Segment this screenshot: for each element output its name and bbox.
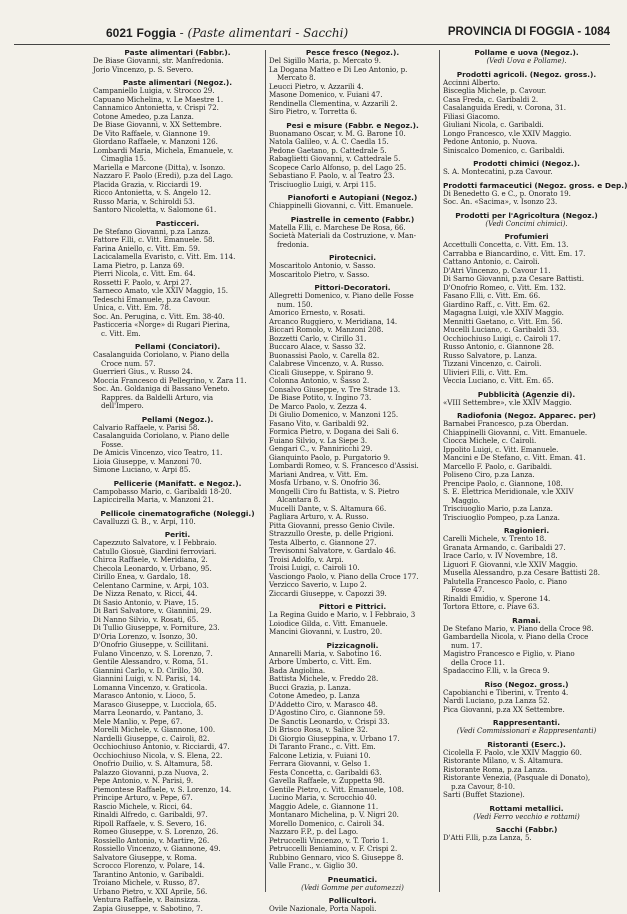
listing-entry: Trisciuoglio Mario, p.za Lanza.	[443, 504, 553, 513]
listing-entry: Pierri Nicola, c. Vitt. Em. 64.	[93, 269, 196, 278]
category-heading: Paste alimentari (Fabbr.).	[124, 48, 231, 57]
listing-entry: Pitta Giovanni, presso Genio Civile.	[269, 520, 395, 530]
listing-entry: S. E. Elettrica Meridionale, v.le XXIV	[443, 487, 574, 496]
cross-reference: (Vedi Commissionari e Rappresentanti)	[456, 727, 597, 735]
entry-continuation: num. 17.	[451, 640, 483, 650]
listing-entry: Ippolito Luigi, c. Vitt. Emanuele.	[443, 444, 559, 454]
category-heading: Periti.	[164, 530, 191, 539]
listing-entry: Lombardi Romeo, v. S. Francesco d'Assisi.	[269, 461, 419, 470]
listing-entry: Amorico Ernesto, v. Rosati.	[269, 308, 366, 317]
listing-entry: Guerrieri Gius., v. Russo 24.	[93, 367, 193, 376]
listing-entry: Società Materiali da Costruzione, v. Man-	[269, 231, 416, 240]
listing-entry: Bucci Grazia, p. Lanza.	[269, 682, 351, 692]
listing-entry: D'Atti F.lli, p.za Lanza, 5.	[443, 833, 532, 842]
listing-entry: Lama Pietro, p. Lanza 69.	[93, 260, 185, 270]
listing-entry: Ventura Raffaele, v. Bainsizza.	[93, 895, 201, 904]
listing-entry: Rabaglietti Giovanni, v. Cattedrale 5.	[269, 154, 401, 163]
listing-entry: Di Benedetto G. e C., p. Onorato 19.	[443, 188, 571, 198]
category-heading: Pittori-Decoratori.	[314, 283, 391, 292]
listing-entry: Prencipe Paolo, c. Giannone, 108.	[443, 478, 563, 488]
category-heading: Rappresentanti.	[492, 718, 561, 727]
cross-reference: (Vedi Uova e Pollame).	[486, 57, 567, 65]
listing-entry: Montanaro Michelina, p. V. Nigri 20.	[269, 810, 399, 819]
listing-entry: Carrabba e Biancardino, c. Vitt. Em. 17.	[443, 248, 586, 258]
listing-entry: D'Agostino Ciro, c. Giannone 59.	[269, 708, 386, 717]
listing-entry: D'Oria Lorenzo, v. Isonzo, 30.	[93, 631, 198, 641]
listing-entry: Petruccelli Beniamino, v. F. Crispi 2.	[269, 844, 398, 853]
entry-continuation: Cimaglia 15.	[101, 154, 146, 163]
listing-entry: Mucelli Dante, v. S. Altamura 66.	[269, 503, 387, 513]
entry-continuation: Croce num. 57.	[101, 358, 156, 368]
listing-entry: Mennitti Gaetano, c. Vitt. Em. 56.	[443, 316, 563, 326]
category-heading: Pesce fresco (Negoz.).	[305, 48, 400, 57]
listing-entry: Lomanna Vincenzo, v. Graticola.	[93, 682, 208, 692]
category-heading: Ristoranti (Eserc.).	[487, 739, 566, 749]
listing-entry: Cavalluzzi G. B., v. Arpi, 110.	[93, 516, 196, 526]
listing-entry: Giannini Carlo, v. D. Cirillo, 30.	[93, 665, 204, 675]
category-heading: Sacchi (Fabbr.)	[495, 825, 558, 834]
listing-entry: Zapia Giuseppe, v. Sabotino, 7.	[93, 903, 203, 913]
listing-entry: Di Nanno Silvio, v. Rosati, 65.	[93, 614, 199, 624]
listing-entry: Natola Galileo, v. A. C. Caedla 15.	[269, 137, 389, 146]
listing-entry: Casalanguida Coriolano, v. Piano delle	[93, 431, 230, 440]
columns-container	[93, 48, 627, 913]
listing-entry: Rinaldi Emidio, v. Sperone 14.	[443, 593, 551, 603]
listing-entry: Onofrio Duilio, v. S. Altamura, 58.	[93, 759, 213, 768]
listing-entry: Consalvo Giuseppe, v. Tre Strade 13.	[269, 384, 401, 394]
listing-entry: Troiano Michele, v. Russo, 87.	[93, 878, 200, 887]
listing-entry: Buonassisi Paolo, v. Carella 82.	[269, 350, 380, 360]
listing-entry: Di Sasio Antonio, v. Piave, 15.	[93, 597, 199, 607]
listing-entry: Gavella Raffaele, v. Zuppetta 98.	[269, 776, 385, 785]
listing-entry: Trisciuoglio Luigi, v. Arpi 115.	[269, 179, 377, 189]
category-heading: Profumieri	[504, 232, 549, 241]
listing-entry: Campobasso Mario, c. Garibaldi 18-20.	[93, 486, 232, 496]
listing-entry: Ulivieri F.lli, c. Vitt. Em.	[443, 367, 529, 377]
listing-entry: Morelli Michele, v. Giannone, 100.	[93, 725, 216, 734]
listing-entry: Piemontese Raffaele, v. S. Lorenzo, 14.	[93, 784, 232, 794]
listing-entry: Cirillo Enea, v. Gardalo, 18.	[93, 572, 191, 581]
listing-entry: Di Bari Salvatore, v. Giannini, 29.	[93, 606, 212, 615]
listing-entry: Musella Alessandro, p.za Cesare Battisti 28.	[443, 568, 600, 577]
listing-entry: Mosfa Urbano, v. S. Onofrio 36.	[269, 478, 381, 487]
category-heading: Pellicole cinematografiche (Noleggi.)	[100, 508, 255, 518]
listing-entry: Scopece Carlo Alfonso, p. del Lago 25.	[269, 162, 407, 172]
listing-entry: Fasano F.lli, c. Vitt. Em. 66.	[443, 291, 541, 300]
listing-entry: Falcone Letizia, v. Fuiani 10.	[269, 750, 371, 760]
listing-entry: Ripoll Raffaele, v. S. Severo, 16.	[93, 818, 207, 828]
listing-entry: Chirca Raffaele, v. Meridiana, 2.	[93, 555, 208, 564]
category-heading: Pellami (Negoz.).	[141, 414, 214, 424]
listing-entry: Simone Luciano, v. Arpi 85.	[93, 465, 191, 474]
category-heading: Ramai.	[512, 615, 541, 625]
listing-entry: Sarneco Amato, v.le XXIV Maggio, 15.	[93, 286, 228, 295]
category-heading: Pesi e misure (Fabbr. e Negoz.).	[286, 120, 419, 130]
listing-entry: Valle Franc., v. Giglio 30.	[269, 861, 358, 870]
listing-entry: Ristorante Roma, p.za Lanza.	[443, 764, 548, 774]
listing-entry: Pica Giovanni, p.za XX Settembre.	[443, 704, 565, 714]
listing-entry: De Nizza Renato, v. Ricci, 44.	[93, 589, 198, 598]
listing-entry: Mucelli Luciano, c. Garibaldi 33.	[443, 325, 559, 334]
column-1	[93, 48, 262, 913]
listing-entry: Magagna Luigi, v.le XXIV Maggio.	[443, 308, 564, 317]
listing-entry: Cotone Amedeo, p.za Lanza.	[93, 111, 194, 121]
listing-entry: Gengari C., v. Panniricchi 29.	[269, 444, 373, 453]
listing-entry: Pedone Gaetano, p. Cattedrale 5.	[269, 145, 387, 155]
category-heading: Pubblicità (Agenzie di).	[477, 389, 576, 399]
category-heading: Pollame e uova (Negoz.).	[474, 48, 579, 57]
category-heading: Pneumatici.	[327, 874, 378, 884]
listing-entry: Annarelli Maria, v. Sabotino 16.	[269, 648, 382, 658]
column-2	[269, 48, 436, 913]
listing-entry: Rascio Michele, v. Ricci, 64.	[93, 801, 193, 811]
listing-entry: Principe Arturo, v. Pepe, 67.	[93, 793, 193, 802]
listing-entry: Marra Leonardo, v. Pantano, 3.	[93, 708, 204, 717]
listing-entry: Rinaldi Alfredo, c. Garibaldi, 97.	[93, 810, 208, 819]
category-heading: Prodotti chimici (Negoz.).	[473, 159, 580, 168]
listing-entry: De Stefano Mario, v. Piano della Croce 98.	[443, 623, 594, 633]
entry-continuation: fredonia.	[277, 239, 309, 249]
listing-entry: Irace Carlo, v. IV Novembre, 18.	[443, 551, 558, 560]
listing-entry: Cannamico Antonietta, v. Crispi 72.	[93, 103, 219, 112]
listing-entry: Rubbino Gennaro, vico S. Giuseppe 8.	[269, 852, 404, 862]
listing-entry: Moscaritolo Pietro, v. Sasso.	[269, 269, 370, 279]
listing-entry: Filiasi Giacomo.	[443, 111, 500, 121]
listing-entry: Lioia Giuseppe, v. Manzoni 70.	[93, 456, 202, 466]
listing-entry: De Stefano Giovanni, p.za Lanza.	[93, 226, 211, 236]
listing-entry: Lombardi Maria, Michela, Emanuele, v.	[93, 145, 234, 155]
listing-entry: D'Onofrio Romeo, c. Vitt. Em. 132.	[443, 282, 566, 292]
listing-entry: Soc. An. Perugina, c. Vitt. Em. 38-40.	[93, 311, 225, 321]
listing-entry: Fulano Vincenzo, v. S. Lorenzo, 7.	[93, 648, 213, 658]
listing-entry: Trevisonni Salvatore, v. Gardalo 46.	[269, 546, 396, 555]
listing-entry: Tedeschi Emanuele, p.za Cavour.	[93, 294, 211, 304]
listing-entry: La Regina Guido e Mario, v. I Febbraio, 3	[269, 610, 416, 619]
listing-entry: Mele Manlio, v. Pepe, 67.	[93, 716, 183, 726]
listing-entry: Ricco Antonietta, v. S. Angelo 12.	[93, 188, 211, 197]
listing-entry: Leucci Pietro, v. Azzarili 4.	[269, 81, 364, 91]
listing-entry: Scrocco Florenzo, v. Polare, 14.	[93, 861, 205, 870]
category-heading: Prodotti farmaceutici (Negoz. gross. e Dep.)	[443, 180, 627, 190]
listing-entry: Rossetti F. Paolo, v. Arpi 27.	[93, 277, 192, 287]
listing-entry: Santoro Nicoletta, v. Salomone 61.	[93, 205, 217, 214]
city-name: Foggia	[136, 26, 176, 40]
listing-entry: Fasano Vito, v. Garibaldi 92.	[269, 418, 369, 428]
listing-entry: Nazzaro F.P., p. del Lago.	[269, 827, 359, 836]
listing-entry: Arbore Umberto, c. Vitt. Em.	[269, 657, 372, 666]
listing-entry: Placida Grazia, v. Ricciardi 19.	[93, 179, 202, 189]
listing-entry: Testa Alberto, c. Giannone 27.	[269, 537, 377, 547]
listing-entry: Lapiccirella Maria, v. Manzoni 21.	[93, 495, 214, 504]
listing-entry: Capuano Michelina, v. Le Maestre 1.	[93, 94, 224, 104]
listing-entry: Fuiano Silvio, v. La Siepe 3.	[269, 435, 368, 445]
listing-entry: Giuliani Nicola, c. Garibaldi.	[443, 120, 544, 129]
entry-continuation: Mercato 8.	[277, 73, 316, 82]
cross-reference: (Vedi Concimi chimici).	[485, 219, 568, 228]
listing-entry: Di Taranto Franc., c. Vitt. Em.	[269, 742, 376, 751]
listing-entry: De Biase Giovanni, v. XX Settembre.	[93, 120, 222, 129]
running-head-left	[106, 26, 348, 40]
listing-entry: D'Addetto Ciro, v. Marasco 48.	[269, 699, 378, 709]
category-heading: Piastrelle in cemento (Fabbr.)	[290, 214, 415, 224]
listing-entry: Ziccardi Giuseppe, v. Capozzi 39.	[269, 588, 387, 598]
listing-entry: Di Giulio Domenico, v. Manzoni 125.	[269, 410, 399, 419]
listing-entry: Casalanguida Eredi, v. Corona, 31.	[443, 103, 567, 112]
column-3	[443, 48, 627, 892]
listing-entry: De Biase Potito, v. Ingino 73.	[269, 393, 372, 402]
category-heading: Riso (Negoz. gross.)	[484, 679, 569, 689]
running-head	[14, 26, 610, 45]
listing-entry: Gentile Alessandro, v. Roma, 51.	[93, 657, 209, 666]
listing-entry: Rendinella Clementina, v. Azzarili 2.	[269, 98, 398, 108]
listing-entry: Liguori F. Giovanni, v.le XXIV Maggio.	[443, 559, 578, 569]
listing-entry: Biccari Romolo, v. Manzoni 208.	[269, 325, 384, 334]
listing-entry: Pepe Antonio, v. N. Parisi, 9.	[93, 776, 194, 785]
listing-entry: Pedone Antonio, p. Nuova.	[443, 137, 538, 146]
listing-entry: Russo Salvatore, p. Lanza.	[443, 350, 538, 360]
listing-entry: Marasco Giuseppe, v. Lucciola, 65.	[93, 699, 217, 709]
listing-entry: Cattano Antonio, c. Cairoli.	[443, 257, 540, 266]
cross-reference: (Vedi Ferro vecchio e rottami)	[473, 812, 580, 821]
listing-entry: «VIII Settembre», v.le XXIV Maggio.	[443, 397, 572, 407]
listing-entry: Di Giorgio Giuseppina, v. Urbano 17.	[269, 733, 400, 743]
listing-entry: Ristorante Milano, v. S. Altamura.	[443, 756, 563, 765]
listing-entry: Siniscalco Domenico, c. Garibaldi.	[443, 145, 565, 155]
listing-entry: Unica, c. Vitt. Em. 78.	[93, 303, 172, 312]
listing-entry: Chiappinelli Giovanni, c. Vitt. Emanuele.	[269, 201, 414, 210]
listing-entry: Granata Armando, c. Garibaldi 27.	[443, 542, 566, 552]
entry-continuation: p.za Cavour, 8-10.	[451, 781, 515, 791]
category-heading: Ragionieri.	[503, 526, 550, 535]
listing-entry: Occhiochiuso Nicola, v. S. Elena, 22.	[93, 750, 223, 760]
listing-entry: Giordano Raffaele, v. Manzoni 126.	[93, 137, 218, 146]
listing-entry: Tarantino Antonio, v. Garibaldi.	[93, 869, 204, 879]
category-heading: Rottami metallici.	[489, 803, 564, 813]
entry-continuation: Fosse 47.	[451, 585, 485, 594]
listing-entry: Gianquinto Paolo, p. Purgatorio 9.	[269, 452, 390, 462]
column-rule	[265, 50, 266, 892]
listing-entry: Nazzaro F. Paolo (Eredi), p.za del Lago.	[93, 171, 233, 180]
category-heading: Pellami (Conciatori).	[134, 342, 221, 351]
category-heading: Prodotti per l'Agricoltura (Negoz.)	[455, 210, 598, 220]
listing-entry: Giannini Luigi, v. N. Parisi, 14.	[93, 674, 201, 683]
listing-entry: Tortora Ettore, c. Piave 63.	[443, 602, 540, 611]
listing-entry: De Marco Paolo, v. Zezza 4.	[269, 401, 367, 411]
listing-entry: Poliseno Ciro, p.za Lanza.	[443, 470, 535, 479]
category-heading: Pollicultori.	[328, 896, 377, 905]
listing-entry: Jorio Vincenzo, p. S. Severo.	[93, 64, 194, 74]
listing-entry: Petruccelli Vincenzo, v. T. Torio 1.	[269, 835, 389, 845]
listing-entry: Ristorante Venezia, (Pasquale di Donato),	[443, 773, 591, 782]
listing-entry: D'Onofrio Giuseppe, v. Scillitani.	[93, 640, 209, 649]
listing-entry: Celentano Carmine, v. Arpi, 103.	[93, 580, 209, 590]
listing-entry: Gambardella Nicola, v. Piano della Croce	[443, 632, 589, 641]
listing-entry: Lucino Maria, v. Scrocchio 40.	[269, 793, 377, 802]
listing-entry: Moscaritolo Antonio, v. Sasso.	[269, 261, 376, 270]
listing-entry: Mariella e Marcone (Ditta), v. Isonzo.	[93, 162, 226, 172]
listing-entry: Mongelli Ciro fu Battista, v. S. Pietro	[269, 486, 400, 496]
listing-entry: Marcello F. Paolo, c. Garibaldi.	[443, 461, 552, 471]
listing-entry: Accettulli Concetta, c. Vitt. Em. 13.	[443, 240, 569, 249]
listing-entry: Campaniello Luigia, v. Strocco 29.	[93, 86, 215, 95]
listing-entry: Allegretti Domenico, v. Piano delle Fosse	[269, 291, 414, 300]
listing-entry: Masone Domenico, v. Fuiani 47.	[269, 90, 383, 99]
listing-entry: Bozzetti Carlo, v. Cirillo 31.	[269, 333, 367, 343]
running-head-right: PROVINCIA DI FOGGIA - 1084	[447, 26, 610, 38]
listing-entry: Moccia Francesco di Pellegrino, v. Zara 11.	[93, 375, 247, 385]
listing-entry: Mariani Andrea, v. Vitt. Em.	[269, 469, 368, 479]
listing-entry: Cotone Amedeo, p. Lanza	[269, 691, 360, 700]
listing-entry: Calabrese Vincenzo, v. A. Russo.	[269, 359, 384, 368]
listing-entry: Ciocca Michele, c. Cairoli.	[443, 436, 537, 445]
category-heading: Pirotecnici.	[328, 253, 377, 262]
listing-entry: Longo Francesco, v.le XXIV Maggio.	[443, 128, 572, 138]
listing-entry: Capobianchi e Tiberini, v. Trento 4.	[443, 687, 569, 697]
listing-entry: Tizzani Vincenzo, c. Cairoli.	[443, 359, 542, 368]
listing-entry: Pagliara Arturo, v. A. Russo.	[269, 512, 369, 521]
entry-continuation: Maggio.	[451, 495, 480, 505]
category-heading: Pittori e Pittrici.	[318, 602, 387, 611]
entry-continuation: Rappres. da Baldelli Arturo, via	[101, 392, 214, 402]
listing-entry: Verzicco Saverio, v. Lupo 2.	[269, 580, 367, 589]
category-heading: Prodotti agricoli. (Negoz. gross.).	[456, 69, 597, 79]
listing-entry: Veccia Luciano, c. Vitt. Em. 65.	[443, 376, 554, 385]
listing-entry: De Biase Giovanni, str. Manfredonia.	[93, 56, 224, 65]
listing-entry: Sarti (Buffet Stazione).	[443, 790, 525, 799]
listing-entry: Fattore F.lli, c. Vitt. Emanuele. 58.	[93, 235, 215, 244]
listing-entry: Cicolella F. Paolo, v.le XXIV Maggio 60.	[443, 747, 582, 757]
listing-entry: Carelli Michele, v. Trento 18.	[443, 534, 547, 543]
listing-entry: Troisi Luigi, c. Cairoli 10.	[269, 563, 360, 572]
listing-entry: Palazzo Giovanni, p.za Nuova, 2.	[93, 767, 209, 777]
listing-entry: Russo Maria, v. Schiroldi 53.	[93, 196, 195, 206]
entry-continuation: Fosse.	[101, 439, 124, 449]
listing-entry: D'Atri Vincenzo, p. Cavour 11.	[443, 265, 551, 275]
listing-entry: Strazzullo Oreste, p. delle Prigioni.	[269, 529, 394, 538]
listing-entry: Cicali Giuseppe, v. Spirano 9.	[269, 367, 374, 377]
listing-entry: Russo Antonio, c. Giannone 28.	[443, 342, 555, 351]
listing-entry: Spadaccino F.lli, v. la Greca 9.	[443, 666, 550, 675]
listing-entry: Lacicalamella Evaristo, c. Vitt. Em. 114.	[93, 252, 236, 261]
listing-entry: Chiappinelli Giovanni, c. Vitt. Emanuele.	[443, 427, 588, 437]
listing-entry: Palutella Francesco Paolo, c. Piano	[443, 576, 567, 586]
listing-entry: Bisceglia Michele, p. Cavour.	[443, 86, 547, 95]
running-head-section: - (Paste alimentari - Sacchi)	[175, 26, 349, 40]
category-heading: Paste alimentari (Negoz.).	[122, 78, 233, 87]
column-rule	[439, 50, 440, 892]
category-heading: Radiofonia (Negoz. Apparec. per)	[457, 411, 596, 420]
listing-entry: Accinni Alberto.	[443, 77, 500, 87]
category-heading: Pasticceri.	[155, 218, 200, 228]
listing-entry: Casalanguida Coriolano, v. Piano della	[93, 350, 230, 359]
listing-entry: Farina Aniello, c. Vitt. Em. 59.	[93, 243, 200, 253]
listing-entry: Nardi Luciano, p.za Lanza 52.	[443, 696, 550, 705]
listing-entry: Calvario Raffaele, v. Parisi 58.	[93, 422, 200, 432]
listing-entry: Casa Freda, c. Garibaldi 2.	[443, 94, 539, 104]
entry-continuation: c. Vitt. Em.	[101, 328, 141, 338]
category-heading: Pianoforti e Autopiani (Negoz.)	[287, 193, 418, 202]
listing-entry: Colonna Antonio, v. Sasso 2.	[269, 376, 370, 385]
listing-entry: S. A. Montecatini, p.za Cavour.	[443, 167, 553, 176]
listing-entry: Gentile Pietro, c. Vitt. Emanuele, 108.	[269, 784, 404, 794]
listing-entry: Occhiochiuso Luigi, c. Cairoli 17.	[443, 333, 561, 343]
listing-entry: Urbano Pietro, v. XXI Aprile, 56.	[93, 886, 208, 896]
listing-entry: Di Tullio Giuseppe, v. Forniture, 23.	[93, 623, 220, 632]
listing-entry: Occhiochiuso Antonio, v. Ricciardi, 47.	[93, 742, 230, 751]
entry-continuation: num. 150.	[277, 299, 313, 309]
listing-entry: Bada Angiolina.	[269, 665, 326, 675]
listing-entry: Trisciuoglio Pompeo, p.za Lanza.	[443, 512, 560, 522]
listing-entry: Barnabei Francesco, p.za Oberdan.	[443, 419, 569, 428]
entry-continuation: della Croce 11.	[451, 657, 505, 667]
listing-entry: Buonamano Oscar, v. M. G. Barone 10.	[269, 128, 406, 138]
listing-entry: Marasco Antonio, v. Lioco, 5.	[93, 691, 196, 700]
listing-entry: Capezzuto Salvatore, v. I Febbraio.	[93, 538, 217, 547]
listing-entry: Troisi Adolfo, v. Arpi.	[269, 554, 344, 564]
cross-reference: (Vedi Gomme per automezzi)	[301, 883, 404, 892]
listing-entry: Buccaro Alace, v. Sasso 32.	[269, 342, 366, 351]
listing-entry: Formica Pietro, v. Dogana dei Sali 6.	[269, 427, 399, 436]
listing-entry: Arcanco Ruggiero, v. Meridiana, 14.	[269, 316, 398, 326]
listing-entry: Salvatore Giuseppe, v. Roma.	[93, 852, 197, 862]
listing-entry: De Sanctis Leonardo, v. Crispi 33.	[269, 716, 390, 726]
listing-entry: Del Sigillo Maria, p. Mercato 9.	[269, 56, 381, 65]
listing-entry: La Dogana Matteo e Di Leo Antonio, p.	[269, 64, 408, 74]
listing-entry: Rossiello Vincenzo, v. Giannone, 49.	[93, 844, 221, 853]
listing-entry: Ferrara Giovanni, v. Gelso 1.	[269, 759, 371, 768]
listing-entry: Soc. An. Goldaniga di Bassano Veneto.	[93, 384, 230, 393]
listing-entry: Rossiello Antonio, v. Martire, 26.	[93, 835, 210, 845]
listing-entry: Mancini e De Stefano, c. Vitt. Eman. 41.	[443, 453, 586, 462]
listing-entry: Pasticceria «Norge» di Rugari Pierina,	[93, 320, 230, 329]
listing-entry: Giardino Raff., c. Vitt. Em. 62.	[443, 299, 551, 309]
listing-entry: De Vito Raffaele, v. Giannone 19.	[93, 128, 211, 138]
listing-entry: De Amicis Vincenzo, vico Teatro, 11.	[93, 448, 223, 457]
listing-entry: Soc. An. «Sacima», v. Isonzo 23.	[443, 197, 558, 206]
listing-entry: Ovile Nazionale, Porta Napoli.	[269, 904, 377, 913]
listing-entry: Nardelli Giuseppe, c. Cairoli, 82.	[93, 733, 210, 743]
listing-entry: Siro Pietro, v. Torretta 6.	[269, 107, 358, 116]
listing-entry: Matella F.lli, c. Marchese De Rosa, 66.	[269, 222, 406, 232]
listing-entry: Catullo Giosuè, Giardini ferroviari.	[93, 546, 217, 556]
page-number: 6021	[106, 26, 133, 40]
listing-entry: Sebastiano F. Paolo, v. al Teatro 23.	[269, 171, 395, 180]
category-heading: Pellicerie (Manifatt. e Negoz.).	[113, 478, 242, 488]
listing-entry: Di Brisco Rosa, v. Salice 32.	[269, 725, 368, 734]
listing-entry: Morello Domenico, c. Cairoli 34.	[269, 818, 385, 828]
listing-entry: Battista Michele, v. Freddo 28.	[269, 674, 379, 683]
entry-continuation: dell'Impero.	[101, 401, 144, 410]
listing-entry: Vasciongo Paolo, v. Piano della Croce 177.	[269, 571, 419, 581]
listing-entry: Festa Concetta, c. Garibaldi 63.	[269, 767, 382, 777]
entry-continuation: Alcantara 8.	[277, 495, 321, 504]
listing-entry: Mancini Giovanni, v. Lustro, 20.	[269, 627, 383, 636]
listing-entry: Maggio Adele, c. Giannone 11.	[269, 801, 379, 811]
listing-entry: Checola Leonardo, v. Urbano, 95.	[93, 563, 212, 573]
listing-entry: Loiodice Gilda, c. Vitt. Emanuele.	[269, 618, 388, 628]
listing-entry: Di Sarno Giovanni, p.za Cesare Battisti.	[443, 274, 584, 283]
listing-entry: Magistro Francesco e Figlio, v. Piano	[443, 649, 575, 658]
listing-entry: Romeo Giuseppe, v. S. Lorenzo, 26.	[93, 827, 219, 836]
category-heading: Pizzicagnoli.	[326, 640, 379, 650]
